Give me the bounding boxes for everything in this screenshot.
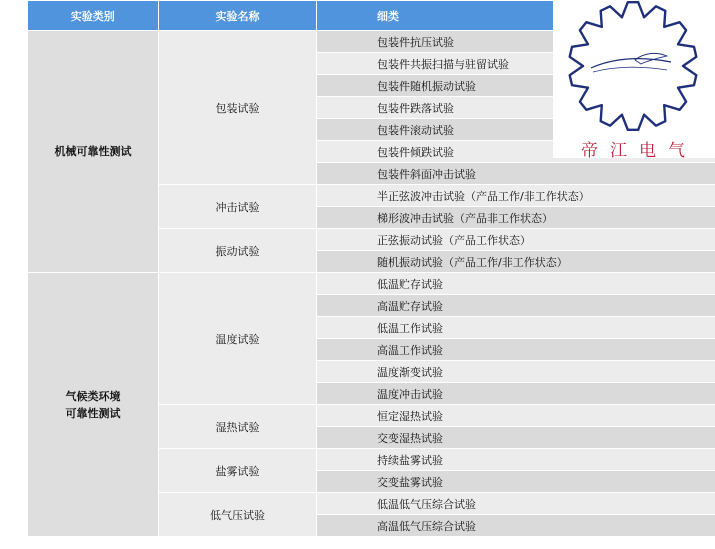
subitem-cell: 梯形波冲击试验（产品非工作状态） (317, 207, 715, 229)
gear-logo-icon (553, 0, 715, 136)
subitem-cell: 包装件抗压试验 (317, 31, 715, 53)
header-subitem: 细类 (317, 1, 715, 31)
subitem-cell: 低温工作试验 (317, 317, 715, 339)
table-row (28, 273, 715, 295)
subitem-cell: 包装件随机振动试验 (317, 75, 715, 97)
category-cell (28, 31, 159, 273)
test-name-cell: 振动试验 (159, 229, 317, 273)
test-name-cell: 温度试验 (159, 273, 317, 405)
test-name-cell: 湿热试验 (159, 405, 317, 449)
test-name-cell: 低气压试验 (159, 493, 317, 537)
subitem-cell: 低温贮存试验 (317, 273, 715, 295)
test-name-cell: 包装试验 (159, 31, 317, 185)
subitem-cell: 包装件共振扫描与驻留试验 (317, 53, 715, 75)
subitem-cell: 包装件跌落试验 (317, 97, 715, 119)
subitem-cell: 正弦振动试验（产品工作状态） (317, 229, 715, 251)
header-test-name: 实验名称 (159, 1, 317, 31)
company-logo (553, 0, 715, 161)
subitem-cell: 半正弦波冲击试验（产品工作/非工作状态） (317, 185, 715, 207)
subitem-cell: 包装件倾跌试验 (317, 141, 715, 163)
logo-text: 帝江电气 (581, 141, 697, 161)
subitem-cell: 温度渐变试验 (317, 361, 715, 383)
category-label: 机械可靠性测试 (54, 145, 132, 158)
subitem-cell: 包装件滚动试验 (317, 119, 715, 141)
category-cell (28, 273, 159, 537)
subitem-cell: 随机振动试验（产品工作/非工作状态） (317, 251, 715, 273)
subitem-cell: 恒定湿热试验 (317, 405, 715, 427)
subitem-cell: 高温低气压综合试验 (317, 515, 715, 537)
subitem-cell: 交变湿热试验 (317, 427, 715, 449)
subitem-cell: 高温贮存试验 (317, 295, 715, 317)
subitem-cell: 高温工作试验 (317, 339, 715, 361)
subitem-cell: 包装件斜面冲击试验 (317, 163, 715, 185)
header-category: 实验类别 (28, 1, 159, 31)
subitem-cell: 持续盐雾试验 (317, 449, 715, 471)
category-label: 气候类环境 可靠性测试 (65, 389, 121, 420)
subitem-cell: 温度冲击试验 (317, 383, 715, 405)
subitem-cell: 交变盐雾试验 (317, 471, 715, 493)
subitem-cell: 低温低气压综合试验 (317, 493, 715, 515)
test-name-cell: 冲击试验 (159, 185, 317, 229)
test-name-cell: 盐雾试验 (159, 449, 317, 493)
